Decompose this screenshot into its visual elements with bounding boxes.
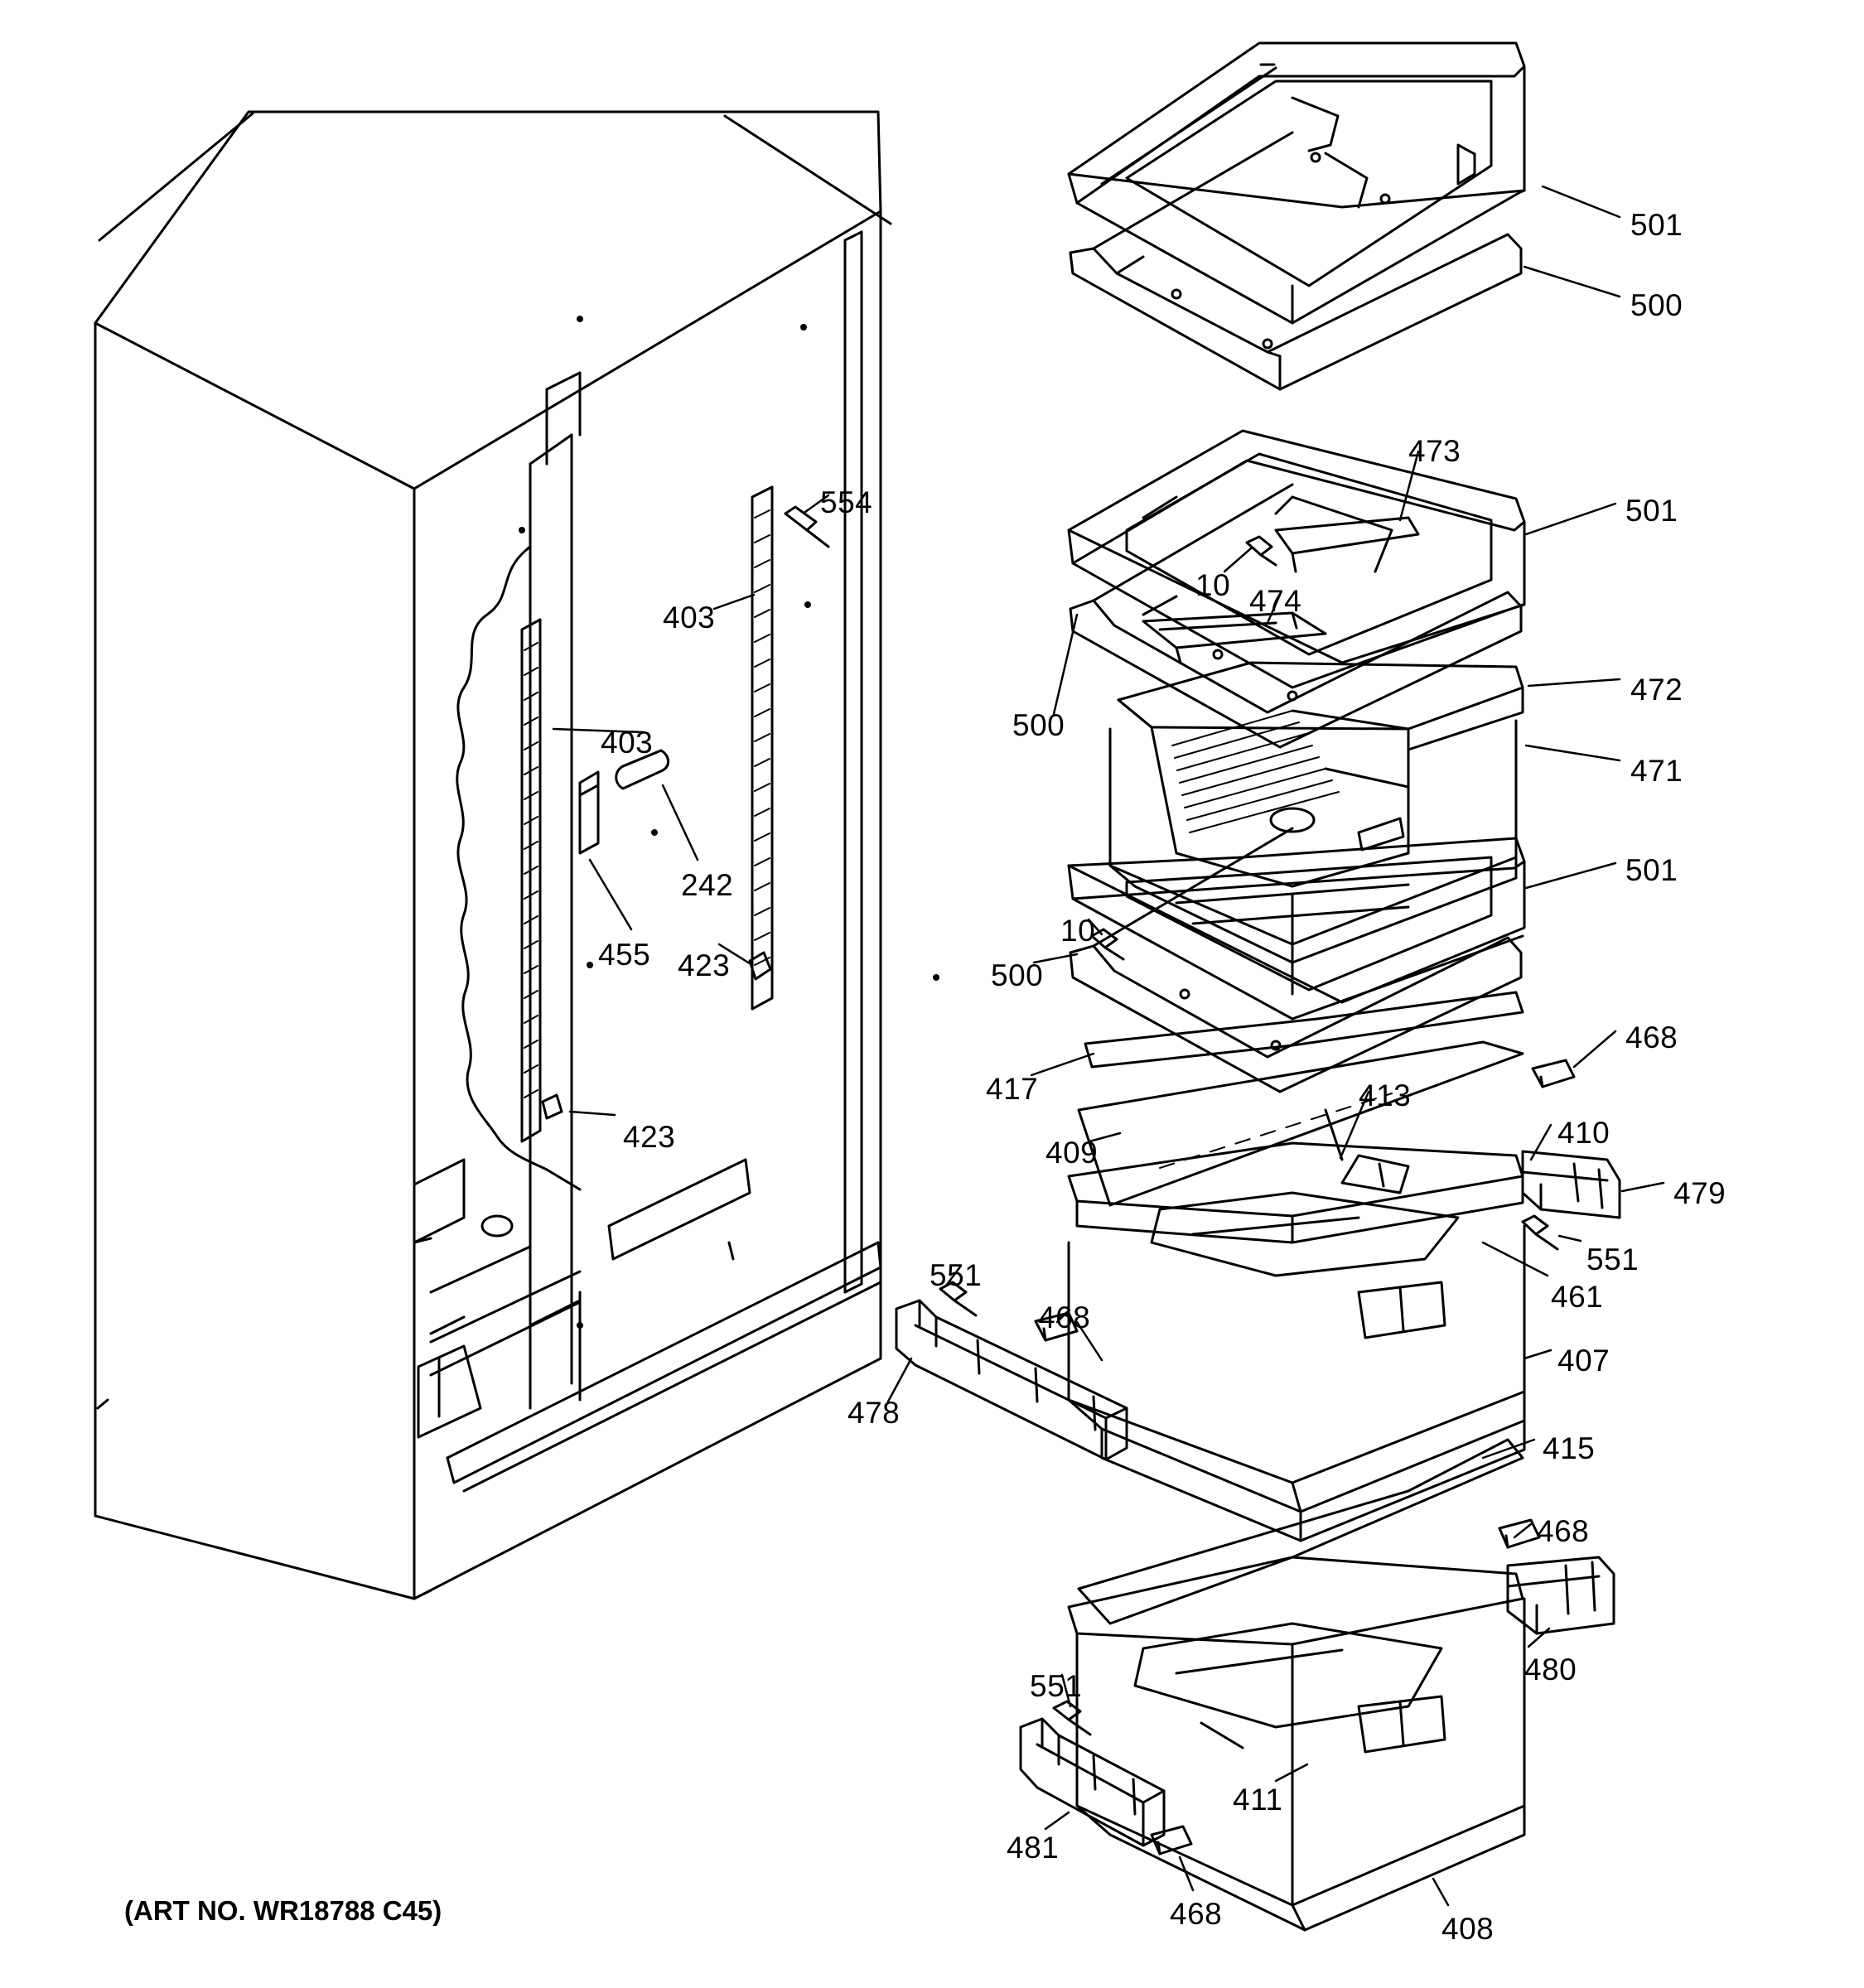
- callout-501: 501: [1625, 494, 1678, 528]
- callout-415: 415: [1543, 1431, 1596, 1465]
- callout-468: 468: [1038, 1300, 1091, 1334]
- callout-472: 472: [1630, 673, 1683, 707]
- callout-554: 554: [820, 485, 873, 519]
- callout-468: 468: [1537, 1514, 1590, 1548]
- screw-551-c: [1054, 1701, 1090, 1735]
- callout-403: 403: [663, 601, 716, 635]
- cabinet-outline: [95, 112, 939, 1599]
- callout-242: 242: [681, 868, 734, 902]
- callout-500: 500: [1012, 708, 1065, 742]
- slide-rail-481: [1021, 1719, 1164, 1846]
- slide-rail-479: [1523, 1151, 1620, 1218]
- clip-468-d: [1152, 1826, 1191, 1854]
- screw-551-a: [1523, 1216, 1557, 1249]
- callout-461: 461: [1551, 1280, 1604, 1314]
- callout-403: 403: [601, 726, 654, 760]
- callout-411: 411: [1233, 1783, 1283, 1817]
- art-number: (ART NO. WR18788 C45): [124, 1895, 442, 1926]
- callout-501: 501: [1625, 853, 1678, 887]
- callout-473: 473: [1408, 434, 1461, 468]
- callout-423: 423: [678, 948, 731, 982]
- callout-10: 10: [1195, 568, 1231, 602]
- callout-468: 468: [1170, 1897, 1223, 1931]
- callout-501: 501: [1630, 208, 1683, 242]
- slide-rail-480: [1508, 1557, 1614, 1633]
- callout-474: 474: [1249, 584, 1302, 618]
- callout-407: 407: [1557, 1344, 1610, 1378]
- callout-479: 479: [1673, 1176, 1726, 1210]
- callout-551: 551: [930, 1258, 983, 1292]
- drawer-cover-413: [1069, 1110, 1523, 1276]
- slide-rail-478: [896, 1300, 1127, 1460]
- callout-423: 423: [623, 1120, 676, 1154]
- callout-471: 471: [1630, 754, 1683, 788]
- callout-480: 480: [1524, 1653, 1577, 1686]
- callout-551: 551: [1030, 1669, 1083, 1703]
- callout-409: 409: [1045, 1136, 1099, 1170]
- callout-408: 408: [1441, 1912, 1495, 1946]
- callout-478: 478: [847, 1396, 901, 1430]
- callout-500: 500: [991, 958, 1044, 992]
- glass-409: [1079, 1042, 1523, 1205]
- shelf-assembly-top: [1069, 43, 1524, 389]
- callout-551: 551: [1586, 1242, 1639, 1276]
- callout-481: 481: [1007, 1831, 1060, 1865]
- clip-468-a: [1533, 1060, 1574, 1087]
- callout-455: 455: [598, 938, 651, 972]
- callout-417: 417: [986, 1072, 1039, 1106]
- callout-413: 413: [1359, 1078, 1412, 1112]
- callout-10: 10: [1060, 914, 1096, 948]
- callout-410: 410: [1557, 1116, 1610, 1150]
- callout-468: 468: [1625, 1021, 1678, 1054]
- callout-500: 500: [1630, 288, 1683, 322]
